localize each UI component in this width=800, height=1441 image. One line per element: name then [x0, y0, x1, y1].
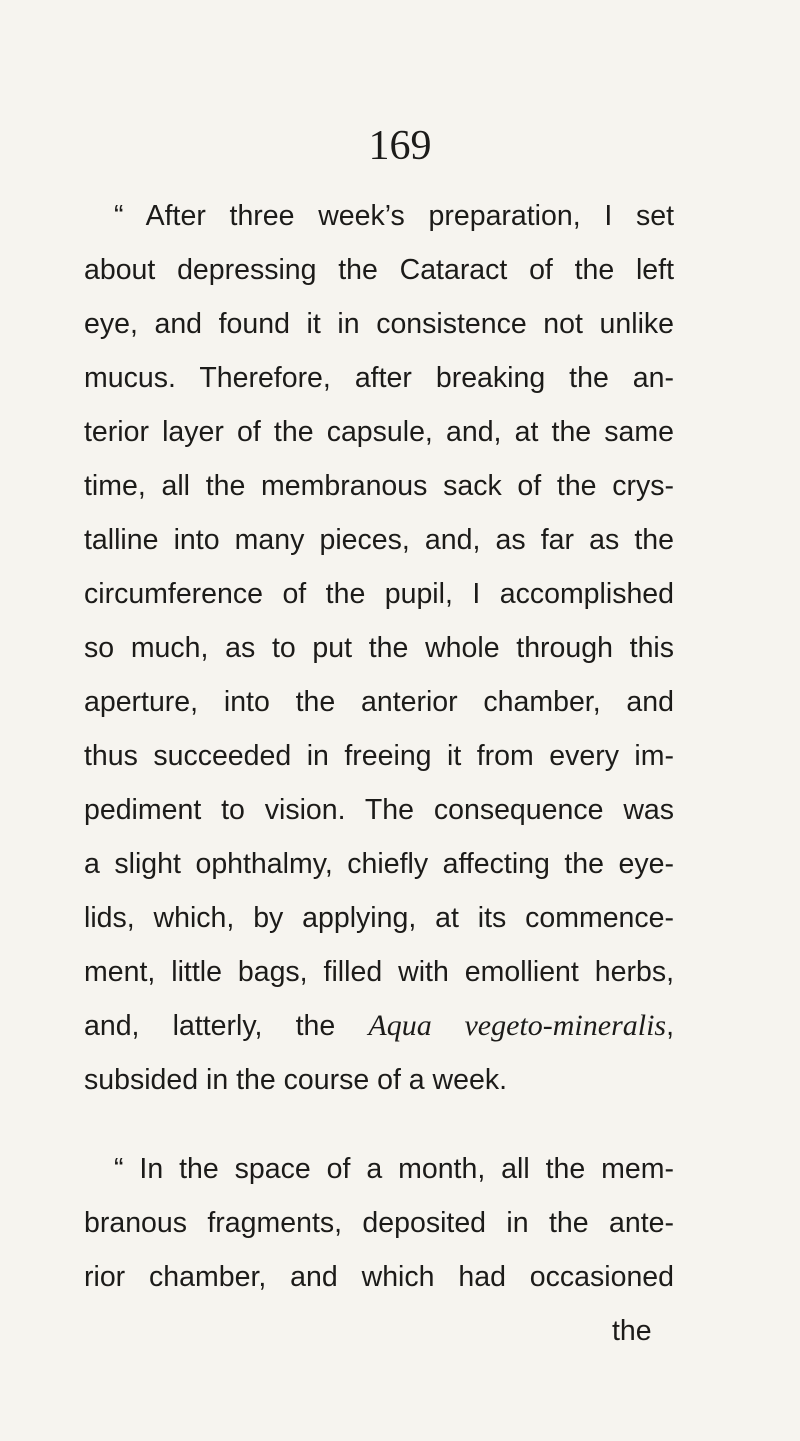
catchword: the	[612, 1315, 652, 1347]
text-line: thus succeeded in freeing it from every im-	[84, 740, 674, 772]
text-line: pediment to vision. The consequence was	[84, 794, 674, 826]
text-line: talline into many pieces, and, as far as the	[84, 524, 674, 556]
text-line: a slight ophthalmy, chiefly affecting the eye-	[84, 848, 674, 880]
text-line-italic-term	[84, 1006, 674, 1046]
latin-term: Aqua vegeto-mineralis	[368, 1009, 667, 1042]
text-line: “ In the space of a month, all the mem-	[114, 1153, 674, 1185]
page-number: 169	[368, 123, 432, 169]
text-line: eye, and found it in consistence not unlike	[84, 308, 674, 340]
text-line: mucus. Therefore, after breaking the an-	[84, 362, 674, 394]
text-line: circumference of the pupil, I accomplished	[84, 578, 674, 610]
text-line: terior layer of the capsule, and, at the same	[84, 416, 674, 448]
text-line: time, all the membranous sack of the crys-	[84, 470, 674, 502]
text-fragment: ,	[666, 1010, 675, 1042]
text-line: “ After three week’s preparation, I set	[114, 200, 674, 232]
text-line: so much, as to put the whole through this	[84, 632, 674, 664]
text-line: aperture, into the anterior chamber, and	[84, 686, 674, 718]
text-line: ment, little bags, filled with emollient herbs,	[84, 956, 674, 988]
text-line: lids, which, by applying, at its commence-	[84, 902, 674, 934]
text-line: subsided in the course of a week.	[84, 1064, 508, 1096]
text-fragment: and, latterly, the	[84, 1010, 336, 1042]
text-line: branous fragments, deposited in the ante-	[84, 1207, 674, 1239]
text-line: rior chamber, and which had occasioned	[84, 1261, 674, 1293]
text-line: about depressing the Cataract of the left	[84, 254, 674, 286]
